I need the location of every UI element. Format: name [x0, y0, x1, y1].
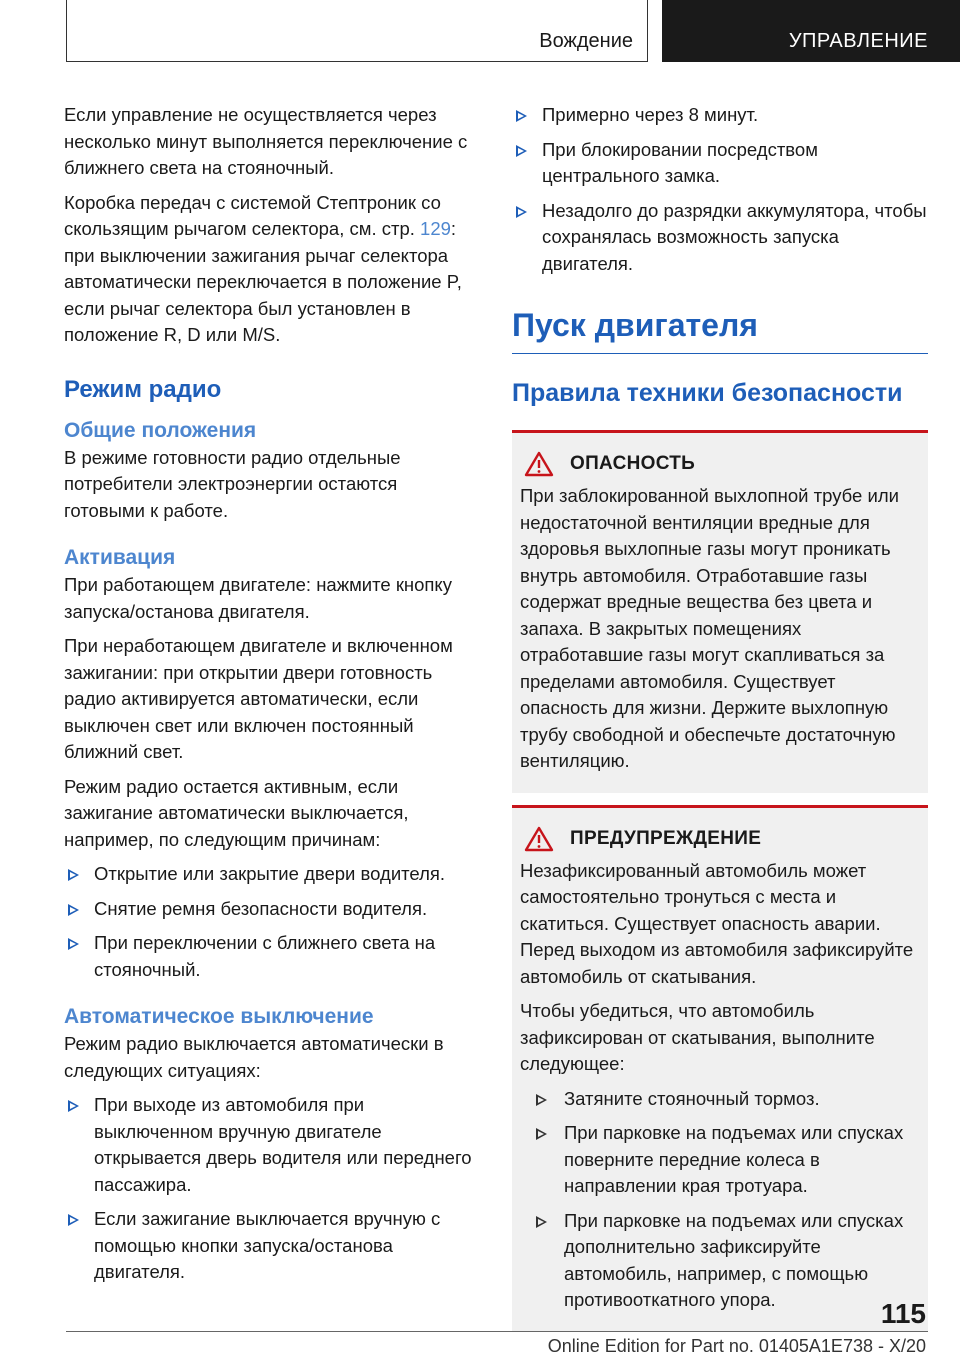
right-column: [512, 102, 928, 1332]
list-item-text: Примерно через 8 минут.: [542, 104, 759, 125]
warning-text: Незафиксированный автомобиль может самостоятельно тронуться с места и скатиться. Существует опасность аварии. Перед выходом из автомобиля зафиксируйте автомобиль от скатывания.: [520, 859, 914, 987]
paragraph: Режим радио выключается автоматически в следующих ситуациях:: [64, 1033, 444, 1081]
danger-text: При заблокированной выхлопной трубе или недостаточной вентиляции вредные для здоровья выхлопные газы могут проникать внутрь автомобиля. Отработавшие газы содержат вредные вещества без цвета и запаха. В закрытых помещениях отработавшие газы могут скапливаться за пределами автомобиля. Существует опасность для жизни. Держите выхлопную трубу свободной и обеспечьте достаточную вентиляцию.: [520, 485, 899, 771]
bullet-triangle-icon: [516, 110, 527, 122]
list-item-text: Затяните стояночный тормоз.: [564, 1087, 820, 1109]
list-item-text: Открытие или закрытие двери водителя.: [94, 863, 446, 884]
list-item-text: Незадолго до разрядки аккумулятора, чтобы сохранялась возможность запуска двигателя.: [542, 199, 927, 274]
warning-triangle-icon: [524, 451, 554, 477]
paragraph: При неработающем двигателе и включенном зажигании: при открытии двери готовность радио активируется автоматически, если выключен свет или включен постоянный ближний свет.: [64, 635, 453, 762]
list: [64, 861, 480, 983]
list-item: [512, 198, 928, 278]
list: [512, 102, 928, 277]
list-item: [64, 930, 480, 983]
warning-box: [512, 805, 928, 1332]
bullet-triangle-icon: [536, 1128, 547, 1140]
warning-triangle-icon: [524, 826, 554, 852]
list-item: [64, 1206, 480, 1286]
paragraph: [64, 190, 480, 349]
bullet-triangle-icon: [516, 145, 527, 157]
list-item: [64, 896, 480, 923]
list-item-text: Снятие ремня безопасности водителя.: [94, 897, 428, 919]
danger-title-text: ОПАСНОСТЬ: [570, 453, 696, 474]
paragraph-text: : при выключении зажигания рычаг селектора автоматически переключается в положение P, если рычаг селектора был установлен в положение R, D или M/S.: [64, 218, 462, 345]
warning-list: [520, 1086, 918, 1314]
list-item: [64, 861, 480, 888]
paragraph-text: Коробка передач с системой Стептроник со скользящим рычагом селектора, см. стр.: [64, 191, 441, 239]
bullet-triangle-icon: [536, 1216, 547, 1228]
warning-title: [520, 826, 918, 852]
danger-title: [520, 451, 918, 477]
list-item-text: При переключении с ближнего света на стояночный.: [94, 932, 436, 980]
bullet-triangle-icon: [536, 1094, 547, 1106]
paragraph: При работающем двигателе: нажмите кнопку запуска/останова двигателя.: [64, 574, 452, 622]
header-section-label: Вождение: [539, 30, 633, 52]
bullet-triangle-icon: [68, 869, 79, 881]
list-item-text: При парковке на подъемах или спусках поверните передние колеса в направлении края тротуара.: [564, 1122, 904, 1196]
list-item: [520, 1120, 918, 1200]
heading-safety-rules: Правила техники безопасности: [512, 379, 903, 407]
warning-text: Чтобы убедиться, что автомобиль зафиксирован от скатывания, выполните следующее:: [520, 1000, 875, 1074]
heading-auto-off: Автоматическое выключение: [64, 1005, 374, 1028]
list-item-text: При парковке на подъемах или спусках дополнительно зафиксируйте автомобиль, например, с помощью противооткатного упора.: [564, 1209, 904, 1310]
paragraph: В режиме готовности радио отдельные потребители электроэнергии остаются готовыми к работе.: [64, 446, 401, 521]
danger-box: [512, 430, 928, 793]
header-chapter-tab: [662, 0, 960, 62]
left-column: [64, 102, 480, 1286]
paragraph: Режим радио остается активным, если зажигание автоматически выключается, например, по следующим причинам:: [64, 775, 409, 850]
heading-activation: Активация: [64, 546, 176, 569]
footer-divider: [66, 1331, 928, 1332]
footer-edition: Online Edition for Part no. 01405A1E738 - X/20: [547, 1336, 926, 1356]
heading-radio-mode: Режим радио: [64, 375, 222, 403]
heading-general: Общие положения: [64, 418, 257, 442]
header-chapter-label: УПРАВЛЕНИЕ: [788, 30, 928, 52]
bullet-triangle-icon: [68, 1100, 79, 1112]
bullet-triangle-icon: [516, 206, 527, 218]
list-item: [520, 1086, 918, 1113]
list-item: [512, 137, 928, 190]
paragraph: Если управление не осуществляется через несколько минут выполняется переключение с ближнего света на стояночный.: [64, 104, 468, 178]
page-number: 115: [880, 1298, 926, 1329]
header-section-tab: [66, 0, 648, 62]
list: [64, 1092, 480, 1286]
list-item: [64, 1092, 480, 1198]
bullet-triangle-icon: [68, 1214, 79, 1226]
list-item: [520, 1208, 918, 1314]
list-item-text: При блокировании посредством центрального замка.: [542, 138, 818, 186]
page-reference-link[interactable]: 129: [420, 218, 451, 239]
heading-engine-start: Пуск двигателя: [512, 305, 928, 354]
warning-title-text: ПРЕДУПРЕЖДЕНИЕ: [570, 827, 762, 849]
bullet-triangle-icon: [68, 904, 79, 916]
list-item-text: Если зажигание выключается вручную с помощью кнопки запуска/останова двигателя.: [94, 1208, 441, 1282]
list-item-text: При выходе из автомобиля при выключенном вручную двигателе открывается дверь водителя или переднего пассажира.: [94, 1094, 472, 1195]
bullet-triangle-icon: [68, 938, 79, 950]
list-item: [512, 102, 928, 129]
